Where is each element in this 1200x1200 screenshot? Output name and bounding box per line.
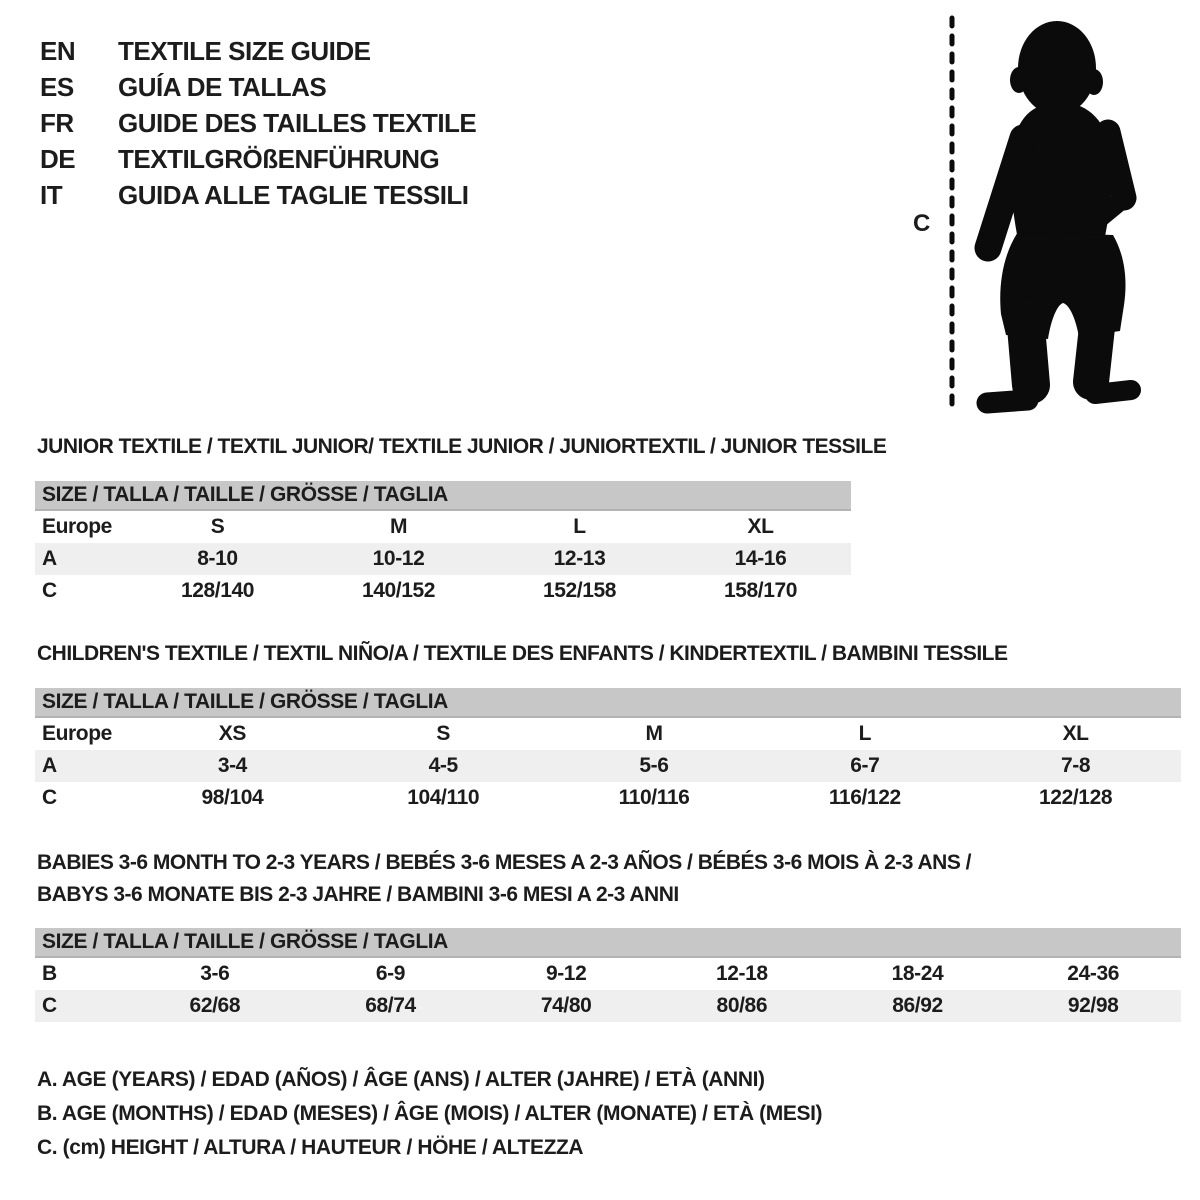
size-cell: 74/80 xyxy=(540,994,592,1017)
size-cell: 8-10 xyxy=(197,547,238,570)
lang-code: IT xyxy=(40,180,63,210)
legend-line-c: C. (cm) HEIGHT / ALTURA / HAUTEUR / HÖHE / ALTEZZA xyxy=(37,1136,584,1159)
junior-size-table xyxy=(35,481,851,607)
size-cell: 3-4 xyxy=(217,754,247,777)
lang-code: EN xyxy=(40,36,76,66)
size-table-header: SIZE / TALLA / TAILLE / GRÖSSE / TAGLIA xyxy=(35,481,851,511)
size-cell: 86/92 xyxy=(892,994,943,1017)
size-cell: 62/68 xyxy=(189,994,241,1017)
size-cell: L xyxy=(858,722,871,745)
guide-title: GUIDE DES TAILLES TEXTILE xyxy=(118,108,477,138)
babies-section-title-line2: BABYS 3-6 MONATE BIS 2-3 JAHRE / BAMBINI 3-6 MESI A 2-3 ANNI xyxy=(37,883,679,906)
children-size-table xyxy=(35,688,1181,814)
measure-legend xyxy=(37,1063,822,1165)
size-cell: 4-5 xyxy=(428,754,458,777)
size-table-row xyxy=(35,575,851,607)
height-measure-label: C xyxy=(913,210,931,237)
size-cell: 128/140 xyxy=(180,579,255,602)
size-cell: XS xyxy=(218,722,246,745)
size-cell: XL xyxy=(747,515,774,538)
size-cell: 24-36 xyxy=(1067,962,1120,985)
size-cell: 5-6 xyxy=(639,754,669,777)
size-table-row xyxy=(35,750,1181,782)
height-figure xyxy=(905,10,1145,420)
size-table-header: SIZE / TALLA / TAILLE / GRÖSSE / TAGLIA xyxy=(35,928,1181,958)
children-section-title: CHILDREN'S TEXTILE / TEXTIL NIÑO/A / TEXTILE DES ENFANTS / KINDERTEXTIL / BAMBINI TESSILE xyxy=(37,642,1008,665)
size-cell: M xyxy=(645,722,663,745)
guide-title: TEXTILGRÖßENFÜHRUNG xyxy=(118,144,440,174)
row-label: B xyxy=(42,962,57,985)
size-cell: 122/128 xyxy=(1039,786,1113,809)
size-cell: 104/110 xyxy=(407,786,480,809)
babies-size-table xyxy=(35,928,1181,1022)
toddler-silhouette-icon xyxy=(905,10,1145,420)
legend-line-b: B. AGE (MONTHS) / EDAD (MESES) / ÂGE (MOIS) / ALTER (MONATE) / ETÀ (MESI) xyxy=(37,1102,823,1125)
size-cell: 80/86 xyxy=(716,994,768,1017)
size-cell: 12-13 xyxy=(553,547,606,570)
size-cell: 12-18 xyxy=(715,962,768,985)
size-cell: XL xyxy=(1062,722,1089,745)
size-cell: 10-12 xyxy=(372,547,425,570)
size-cell: S xyxy=(210,515,225,538)
row-label: C xyxy=(42,994,57,1017)
row-label: A xyxy=(42,754,57,777)
size-cell: 18-24 xyxy=(891,962,944,985)
size-cell: 92/98 xyxy=(1067,994,1119,1017)
lang-code: ES xyxy=(40,72,74,102)
size-table-header: SIZE / TALLA / TAILLE / GRÖSSE / TAGLIA xyxy=(35,688,1181,718)
size-cell: 6-7 xyxy=(850,754,880,777)
size-cell: 68/74 xyxy=(365,994,416,1017)
guide-title: TEXTILE SIZE GUIDE xyxy=(118,36,371,66)
size-cell: 3-6 xyxy=(200,962,230,985)
size-table-row xyxy=(35,511,851,543)
babies-section-title-line1: BABIES 3-6 MONTH TO 2-3 YEARS / BEBÉS 3-6 MESES A 2-3 AÑOS / BÉBÉS 3-6 MOIS À 2-3 ANS / xyxy=(37,851,972,874)
size-table-row xyxy=(35,990,1181,1022)
size-table-row xyxy=(35,718,1181,750)
row-label: Europe xyxy=(42,515,112,538)
size-cell: 140/152 xyxy=(361,579,436,602)
size-cell: L xyxy=(573,515,586,538)
lang-code: DE xyxy=(40,144,76,174)
row-label: A xyxy=(42,547,57,570)
size-cell: 158/170 xyxy=(723,579,798,602)
row-label: Europe xyxy=(42,722,112,745)
row-label: C xyxy=(42,786,57,809)
size-cell: 6-9 xyxy=(375,962,406,985)
guide-title: GUÍA DE TALLAS xyxy=(118,72,327,102)
size-table-row xyxy=(35,543,851,575)
lang-code: FR xyxy=(40,108,74,138)
row-label: C xyxy=(42,579,57,602)
size-cell: S xyxy=(436,722,450,745)
toddler-silhouette-shape xyxy=(987,21,1131,403)
size-cell: 9-12 xyxy=(545,962,587,985)
size-cell: 7-8 xyxy=(1061,754,1091,777)
size-cell: 152/158 xyxy=(542,579,617,602)
size-cell: M xyxy=(389,515,408,538)
legend-line-a: A. AGE (YEARS) / EDAD (AÑOS) / ÂGE (ANS) / ALTER (JAHRE) / ETÀ (ANNI) xyxy=(37,1068,765,1091)
guide-title: GUIDA ALLE TAGLIE TESSILI xyxy=(118,180,469,210)
junior-section-title: JUNIOR TEXTILE / TEXTIL JUNIOR/ TEXTILE JUNIOR / JUNIORTEXTIL / JUNIOR TESSILE xyxy=(37,435,887,458)
size-table-row xyxy=(35,782,1181,814)
size-cell: 116/122 xyxy=(828,786,901,809)
language-title-list xyxy=(40,33,476,213)
size-table-row xyxy=(35,958,1181,990)
size-cell: 98/104 xyxy=(201,786,264,809)
size-cell: 110/116 xyxy=(618,786,690,809)
size-cell: 14-16 xyxy=(734,547,787,570)
